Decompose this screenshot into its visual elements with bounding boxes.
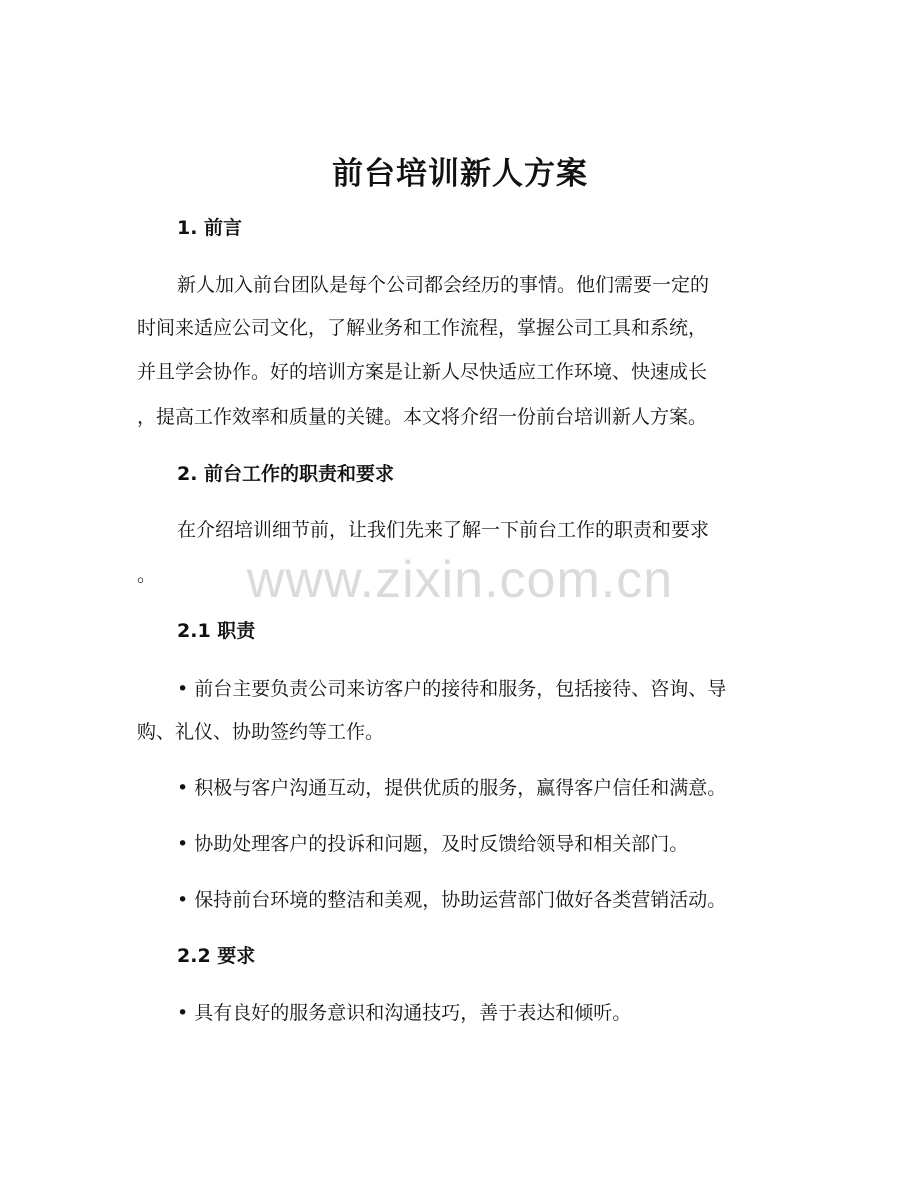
list-item: • 前台主要负责公司来访客户的接待和服务，包括接待、咨询、导 xyxy=(177,678,727,700)
document-title: 前台培训新人方案 xyxy=(332,156,588,192)
list-item: • 积极与客户沟通互动，提供优质的服务，赢得客户信任和满意。 xyxy=(177,777,727,799)
paragraph-line: ，提高工作效率和质量的关键。本文将介绍一份前台培训新人方案。 xyxy=(137,406,708,428)
paragraph-line: 时间来适应公司文化，了解业务和工作流程，掌握公司工具和系统， xyxy=(137,317,708,339)
list-item: • 具有良好的服务意识和沟通技巧，善于表达和倾听。 xyxy=(177,1002,632,1024)
paragraph-line: 。 xyxy=(137,564,157,586)
paragraph-line: 在介绍培训细节前，让我们先来了解一下前台工作的职责和要求 xyxy=(177,519,710,541)
paragraph-line: 并且学会协作。好的培训方案是让新人尽快适应工作环境、快速成长 xyxy=(137,361,708,383)
list-item: • 协助处理客户的投诉和问题，及时反馈给领导和相关部门。 xyxy=(177,833,689,855)
section-heading-duties: 2.1 职责 xyxy=(177,620,256,642)
paragraph-line: 新人加入前台团队是每个公司都会经历的事情。他们需要一定的 xyxy=(177,274,710,296)
section-heading-preface: 1. 前言 xyxy=(177,217,243,239)
section-heading-requirements: 2.2 要求 xyxy=(177,945,256,967)
list-item: • 保持前台环境的整洁和美观，协助运营部门做好各类营销活动。 xyxy=(177,889,727,911)
watermark: www.zixin.com.cn xyxy=(246,551,674,609)
list-item-continuation: 购、礼仪、协助签约等工作。 xyxy=(137,721,385,743)
section-heading-duties-requirements: 2. 前台工作的职责和要求 xyxy=(177,463,395,485)
